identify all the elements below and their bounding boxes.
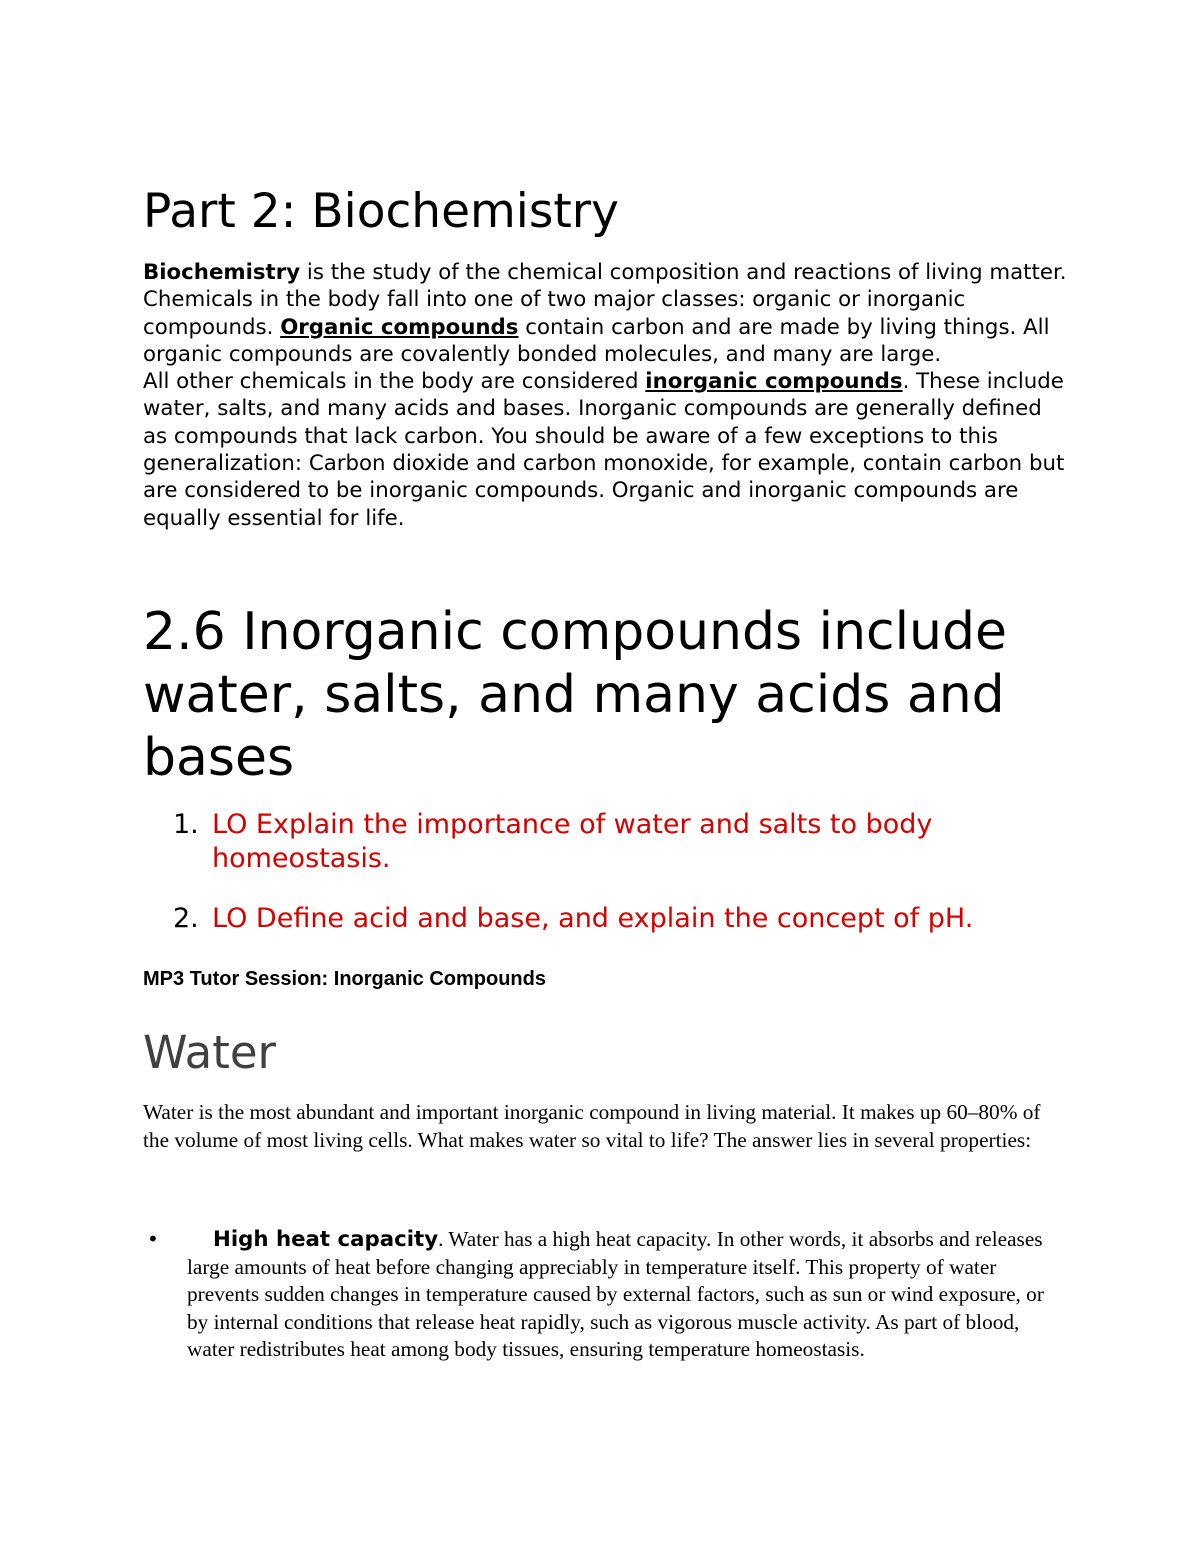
objective-number: 1. <box>173 809 199 840</box>
water-paragraph: Water is the most abundant and important inorganic compound in living material. It makes up 60–80% of the volume of most living cells. What makes water so vital to life? The answer lies in several properties: <box>143 1100 1041 1152</box>
intro-paragraph-2 <box>143 368 1068 532</box>
objective-number: 2. <box>173 903 199 934</box>
intro-paragraph-1 <box>143 259 1068 368</box>
intro-section <box>143 259 1068 532</box>
learning-objective-item <box>143 808 1068 876</box>
bullet-icon: • <box>147 1227 159 1251</box>
intro-text-2a: All other chemicals in the body are considered <box>143 369 646 395</box>
objective-text: LO Explain the importance of water and salts to body homeostasis. <box>212 809 933 874</box>
intro-text-1b: contain carbon and are made by living things. All organic compounds are covalently bonded molecules, and many are large. <box>143 314 1050 367</box>
objective-text: LO Define acid and base, and explain the concept of pH. <box>212 903 974 934</box>
page-title: Part 2: Biochemistry <box>143 184 619 239</box>
learning-objectives-list <box>143 808 1068 936</box>
section-title: 2.6 Inorganic compounds include water, salts, and many acids and bases <box>143 602 1008 788</box>
organic-compounds-term: Organic compounds <box>280 314 519 340</box>
intro-text-1a: is the study of the chemical composition and reactions of living matter. Chemicals in the body fall into one of two major classes: organic or inorganic compounds. <box>143 260 1067 340</box>
inorganic-compounds-term: inorganic compounds <box>645 369 903 395</box>
water-heading: Water <box>143 1026 277 1079</box>
list-item <box>143 1226 1068 1364</box>
water-properties-list <box>143 1226 1068 1364</box>
property-lead: High heat capacity <box>213 1227 439 1252</box>
learning-objective-item <box>143 902 1068 936</box>
tutor-session-label: MP3 Tutor Session: Inorganic Compounds <box>143 968 546 990</box>
biochemistry-term: Biochemistry <box>143 260 301 285</box>
property-text: . Water has a high heat capacity. In other words, it absorbs and releases large amounts of heat before changing appreciably in temperature itself. This property of water prevents sudden changes in temperature caused by external factors, such as sun or wind exposure, or by internal conditions that release heat rapidly, such as vigorous muscle activity. As part of blood, water redistributes heat among body tissues, ensuring temperature homeostasis. <box>187 1227 1044 1361</box>
intro-text-2b: . These include water, salts, and many acids and bases. Inorganic compounds are generally defined as compounds that lack carbon. You should be aware of a few exceptions to this generalization: Carbon dioxide and carbon monoxide, for example, contain carbon but are considered to be inorganic compounds. Organic and inorganic compounds are equally essential for life. <box>143 369 1065 531</box>
